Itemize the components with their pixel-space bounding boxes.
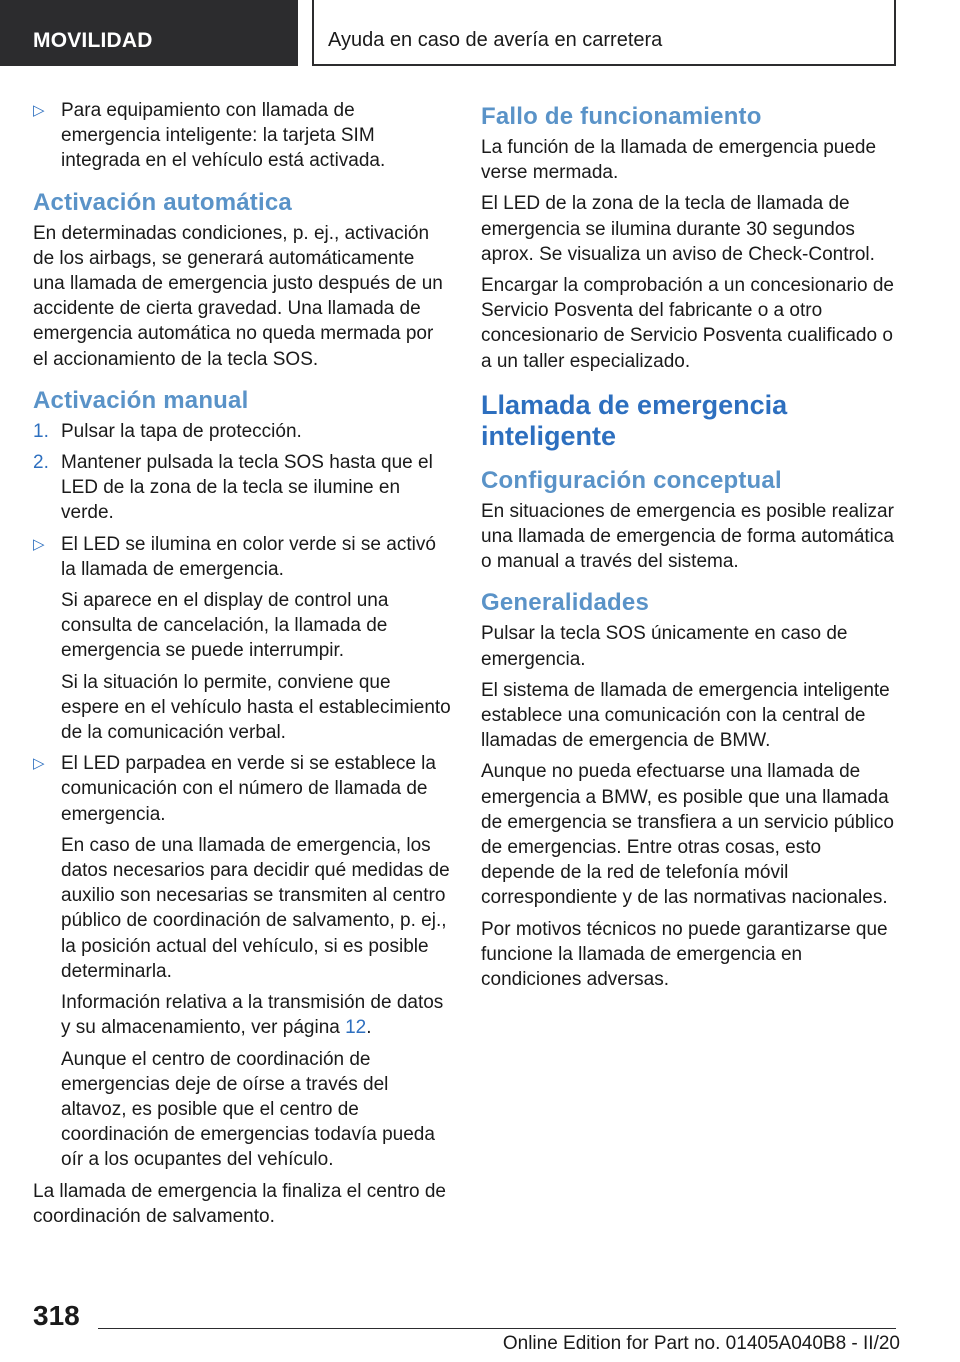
sub-paragraph-with-link bbox=[33, 990, 451, 1040]
left-column bbox=[33, 98, 451, 1235]
bullet-item bbox=[33, 751, 451, 827]
closing-paragraph: La llamada de emergencia la finaliza el centro de coordinación de salvamento. bbox=[33, 1180, 446, 1227]
heading-malfunction: Fallo de funcionamiento bbox=[481, 103, 762, 130]
heading-manual-activation: Activación manual bbox=[33, 386, 249, 414]
triangle-bullet-icon: ▷ bbox=[33, 535, 45, 553]
bullet-text: El LED parpadea en verde si se establece la comunicación con el número de llamada de emergencia. bbox=[61, 753, 436, 825]
sub-text: Información relativa a la transmisión de datos y su almacenamiento, ver página bbox=[61, 992, 444, 1039]
sub-paragraph: Aunque el centro de coordinación de emergencias deje de oírse a través del altavoz, es posible que el centro de coordinación de emergencias todavía pueda oír a los ocupantes del vehículo. bbox=[61, 1048, 435, 1171]
step-item bbox=[33, 419, 451, 444]
heading-general: Generalidades bbox=[481, 589, 650, 617]
footer-edition: Online Edition for Part no. 01405A040B8 - II/20 bbox=[502, 1333, 900, 1354]
page-header bbox=[0, 0, 960, 66]
sub-text-suffix: . bbox=[366, 1017, 372, 1039]
paragraph: En situaciones de emergencia es posible realizar una llamada de emergencia de forma automática o manual a través del sistema. bbox=[481, 500, 894, 573]
step-item bbox=[33, 450, 451, 526]
paragraph: La función de la llamada de emergencia puede verse mermada. bbox=[481, 137, 877, 184]
auto-activation-text: En determinadas condiciones, p. ej., activación de los airbags, se generará automáticamente una llamada de emergencia justo después de un accidente de cierta gravedad. Una llamada de emergencia automática no queda mermada por el accionamiento de la tecla SOS. bbox=[33, 222, 443, 370]
step-text: Pulsar la tapa de protección. bbox=[61, 420, 302, 442]
paragraph: El LED de la zona de la tecla de llamada de emergencia se ilumina durante 30 segundos aprox. Se visualiza un aviso de Check-Control. bbox=[481, 193, 875, 265]
bullet-item bbox=[33, 98, 451, 174]
footer-divider bbox=[98, 1328, 896, 1329]
paragraph: Encargar la comprobación a un concesionario de Servicio Posventa del fabricante o a otro concesionario de Servicio Posventa cualificado o a un taller especializado. bbox=[481, 275, 894, 372]
sub-paragraph: Si la situación lo permite, conviene que espere en el vehículo hasta el establecimiento de la comunicación verbal. bbox=[61, 671, 451, 744]
bullet-item bbox=[33, 532, 451, 582]
bullet-text: Para equipamiento con llamada de emergencia inteligente: la tarjeta SIM integrada en el vehículo está activada. bbox=[61, 100, 386, 172]
triangle-bullet-icon: ▷ bbox=[33, 755, 45, 773]
step-number: 1. bbox=[33, 420, 49, 442]
section-label: MOVILIDAD bbox=[0, 0, 298, 66]
page-number: 318 bbox=[33, 1300, 80, 1331]
triangle-bullet-icon: ▷ bbox=[33, 102, 45, 119]
heading-concept: Configuración conceptual bbox=[481, 466, 782, 494]
sub-paragraph: Si aparece en el display de control una consulta de cancelación, la llamada de emergencia se puede interrumpir. bbox=[61, 590, 389, 662]
bullet-text: El LED se ilumina en color verde si se activó la llamada de emergencia. bbox=[61, 533, 436, 580]
paragraph: Aunque no pueda efectuarse una llamada de emergencia a BMW, es posible que una llamada de emergencia se transfiera a un servicio público de emergencias. Entre otras cosas, esto depende de la red de telefonía móvil correspondiente y de las normativas nacionales. bbox=[481, 761, 894, 909]
step-text: Mantener pulsada la tecla SOS hasta que el LED de la zona de la tecla se ilumine en verde. bbox=[61, 452, 433, 524]
chapter-title: Ayuda en caso de avería en carretera bbox=[312, 0, 896, 66]
heading-auto-activation: Activación automática bbox=[33, 188, 292, 216]
paragraph: El sistema de llamada de emergencia inteligente establece una comunicación con la central de llamadas de emergencia de BMW. bbox=[481, 679, 890, 752]
right-column bbox=[481, 98, 899, 998]
step-number: 2. bbox=[33, 452, 49, 474]
paragraph: Por motivos técnicos no puede garantizarse que funcione la llamada de emergencia en condiciones adversas. bbox=[481, 918, 888, 991]
page-reference-link[interactable]: 12 bbox=[345, 1017, 367, 1039]
paragraph: Pulsar la tecla SOS únicamente en caso de emergencia. bbox=[481, 623, 848, 670]
sub-paragraph: En caso de una llamada de emergencia, los datos necesarios para decidir qué medidas de auxilio son necesarias se transmiten al centro público de coordinación de salvamento, p. ej., la posición actual del vehículo, si es posible determinarla. bbox=[61, 834, 450, 982]
heading-smart-emergency-call: Llamada de emergencia inteligente bbox=[481, 389, 788, 451]
